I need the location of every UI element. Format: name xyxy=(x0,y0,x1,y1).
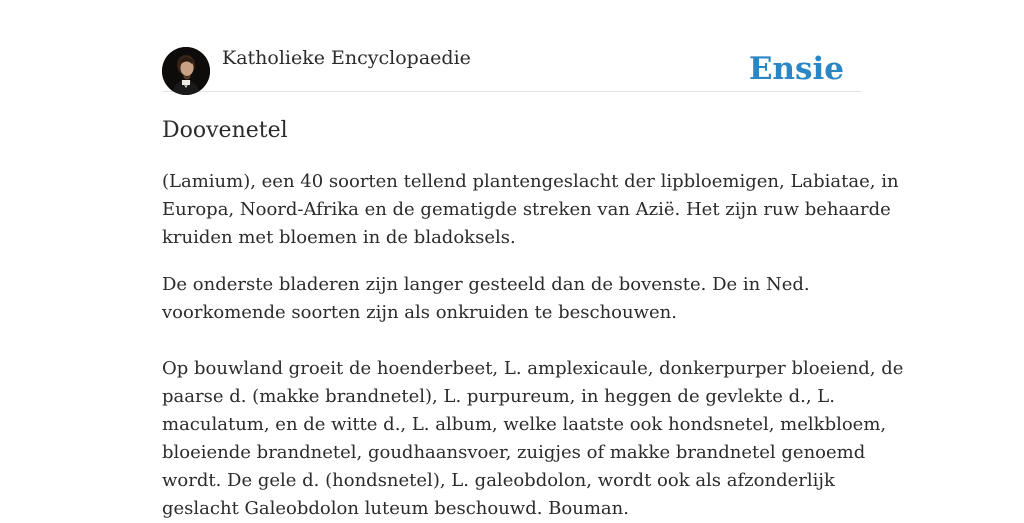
article-paragraph xyxy=(162,271,862,327)
text-line: Europa, Noord-Afrika en de gematigde streken van Azië. Het zijn ruw behaarde xyxy=(162,199,891,220)
text-line: Op bouwland groeit de hoenderbeet, L. amplexicaule, donkerpurper bloeiend, de xyxy=(162,358,904,379)
text-line: kruiden met bloemen in de bladoksels. xyxy=(162,227,516,248)
text-line: wordt. De gele d. (hondsnetel), L. galeobdolon, wordt ook als afzonderlijk xyxy=(162,470,835,491)
source-title[interactable]: Katholieke Encyclopaedie xyxy=(222,47,471,69)
article-title: Doovenetel xyxy=(162,118,288,143)
text-line: geslacht Galeobdolon luteum beschouwd. Bouman. xyxy=(162,498,629,519)
portrait-avatar-icon[interactable] xyxy=(162,47,210,95)
text-line: De onderste bladeren zijn langer gesteeld dan de bovenste. De in Ned. xyxy=(162,274,810,295)
text-line: voorkomende soorten zijn als onkruiden te beschouwen. xyxy=(162,302,677,323)
ensie-logo[interactable]: Ensie xyxy=(748,51,844,87)
page xyxy=(162,0,904,519)
article-paragraph xyxy=(162,168,899,252)
text-line: paarse d. (makke brandnetel), L. purpureum, in heggen de gevlekte d., L. xyxy=(162,386,835,407)
text-line: bloeiende brandnetel, goudhaansvoer, zuigjes of makke brandnetel genoemd xyxy=(162,442,866,463)
text-line: maculatum, en de witte d., L. album, welke laatste ook hondsnetel, melkbloem, xyxy=(162,414,887,435)
header xyxy=(162,0,862,92)
article-paragraph xyxy=(162,355,904,523)
text-line: (Lamium), een 40 soorten tellend plantengeslacht der lipbloemigen, Labiatae, in xyxy=(162,171,899,192)
